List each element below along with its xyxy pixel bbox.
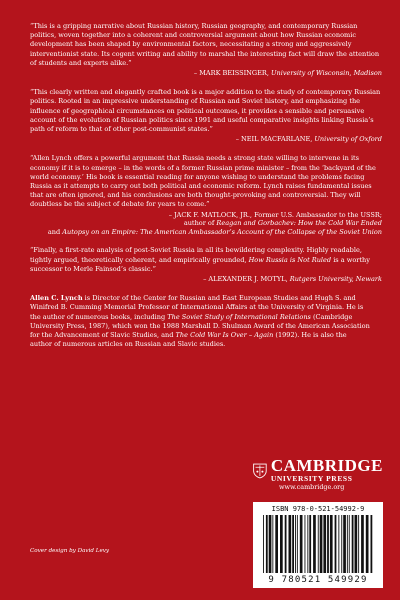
barcode-bar	[280, 515, 283, 573]
barcode-bar	[295, 515, 296, 573]
barcode-bar	[318, 515, 319, 573]
publisher-subname: UNIVERSITY PRESS	[270, 474, 353, 483]
barcode-bar	[292, 515, 294, 573]
isbn-label: ISBN 978-0-521-54992-9	[271, 505, 365, 513]
review-motyl	[30, 246, 382, 284]
barcode-bar	[355, 515, 358, 573]
barcode-image	[261, 515, 375, 573]
barcode-bar	[330, 515, 333, 573]
barcode-bar	[266, 515, 268, 573]
review-blurbs	[30, 22, 382, 349]
barcode-box	[253, 502, 383, 588]
barcode-bar	[313, 515, 316, 573]
review-text: “This is a gripping narrative about Russian history, Russian geography, and contemporary Russian politics, woven together into a coherent and controversial argument about how Russian economic development has been shaped by environmental factors, necessitating a strong and aggressively interventionist state. Its cogent writing and ability to marshal the interesting fact will draw the attention of students and experts alike.”	[30, 22, 380, 67]
review-text: “Allen Lynch offers a powerful argument that Russia needs a strong state willing to intervene in its economy if it is to emerge – in the words of a former Russian prime minister – from the ‘backyard of the world economy.’ His book is essential reading for anyone wishing to understand the problems facing Russia as it attempts to carry out both political and economic reform. Lynch raises fundamental issues that are often ignored, and his conclusions are both thought-provoking and controversial. They will doubtless be the subject of debate for years to come.”	[30, 154, 376, 209]
barcode-bar	[371, 515, 373, 573]
publisher-logo	[253, 458, 383, 491]
barcode-bar	[307, 515, 308, 573]
review-attribution: – JACK F. MATLOCK, JR., Former U.S. Ambassador to the USSR; author of Reagan and Gorbachev: How the Cold War Ended and Autopsy on an Empire: The American Ambassador’s Account of the Collapse of the Soviet Union	[47, 210, 382, 236]
review-attribution: – NEIL MACFARLANE, University of Oxford	[235, 135, 382, 144]
barcode-bar	[323, 515, 326, 573]
review-attribution: – ALEXANDER J. MOTYL, Rutgers University, Newark	[203, 275, 382, 284]
barcode-bar	[289, 515, 292, 573]
publisher-name: CAMBRIDGE	[270, 456, 383, 475]
barcode-bar	[341, 515, 342, 573]
ean-digits: 9 780521 549929	[268, 575, 368, 585]
barcode-bar	[366, 515, 369, 573]
barcode-bar	[347, 515, 348, 573]
review-matlock	[30, 154, 382, 236]
review-macfarlane	[30, 88, 382, 144]
publisher-url: www.cambridge.org	[279, 483, 345, 491]
barcode-bar	[300, 515, 303, 573]
design-credit: Cover design by David Levy	[30, 548, 110, 554]
review-attribution: – MARK BEISSINGER, University of Wisconsin, Madison	[193, 69, 382, 78]
barcode-bar	[263, 515, 264, 573]
barcode-bar	[320, 515, 323, 573]
barcode-bar	[269, 515, 272, 573]
barcode-bar	[338, 515, 339, 573]
barcode-bar	[343, 515, 346, 573]
barcode-bar	[272, 515, 273, 573]
barcode-bar	[349, 515, 350, 573]
barcode-bar	[327, 515, 329, 573]
author-bio: Allen C. Lynch is Director of the Center for Russian and East European Studies and Hugh S. and Winifred B. Cumming Memorial Professor of International Affairs at the University of Virginia. He is the author of numerous books, including The Soviet Study of International Relations (Cambridge University Press, 1987), which won the 1988 Marshall D. Shulman Award of the American Association for the Advancement of Slavic Studies, and The Cold War Is Over – Again (1992). He is also the author of numerous articles on Russian and Slavic studies.	[30, 294, 370, 349]
cambridge-shield-icon	[253, 459, 267, 483]
review-text: “This clearly written and elegantly crafted book is a major addition to the study of contemporary Russian politics. Rooted in an impressive understanding of Russian and Soviet history, and emphasizing the influence of geographical circumstances on political outcomes, it provides a sensible and persuasive account of the evolution of Russian politics since 1991 and useful comparative insights linking Russia’s path of reform to that of other post-communist states.”	[30, 88, 381, 134]
barcode-bar	[285, 515, 287, 573]
barcode-bar	[358, 515, 359, 573]
barcode-bar	[352, 515, 354, 573]
barcode-bar	[275, 515, 278, 573]
review-text: “Finally, a first-rate analysis of post-Soviet Russia in all its bewildering complexity. Highly readable, tightly argued, theoretically coherent, and empirically grounded, How Russia is Not Ruled is a worthy successor to Merle Fainsod’s classic.”	[30, 246, 370, 273]
barcode-bar	[309, 515, 311, 573]
barcode-bar	[361, 515, 364, 573]
barcode-bar	[335, 515, 337, 573]
barcode-bar	[297, 515, 298, 573]
review-beissinger	[30, 22, 382, 78]
barcode-bar	[305, 515, 306, 573]
